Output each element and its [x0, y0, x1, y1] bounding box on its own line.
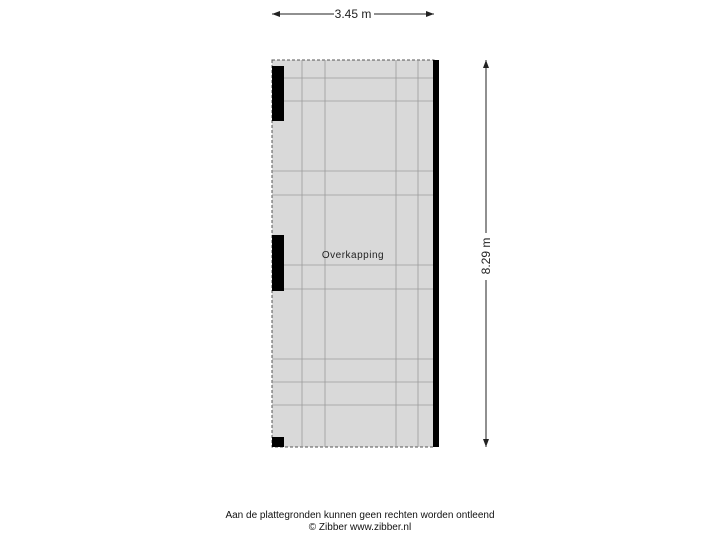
arrow-right-icon	[426, 11, 434, 17]
width-dimension-label: 3.45 m	[334, 7, 372, 21]
footer-disclaimer: Aan de plattegronden kunnen geen rechten worden ontleend	[225, 510, 495, 521]
footer	[0, 510, 720, 534]
post-top	[272, 66, 284, 121]
arrow-up-icon	[483, 60, 489, 68]
height-dimension-label: 8.29 m	[479, 237, 493, 275]
arrow-left-icon	[272, 11, 280, 17]
arrow-down-icon	[483, 439, 489, 447]
footer-credit: © Zibber www.zibber.nl	[308, 522, 412, 533]
right-wall	[433, 60, 439, 447]
post-middle	[272, 235, 284, 291]
width-dimension	[272, 7, 434, 21]
post-bottom	[272, 437, 284, 447]
room-label: Overkapping	[321, 250, 385, 261]
height-dimension	[479, 60, 493, 447]
